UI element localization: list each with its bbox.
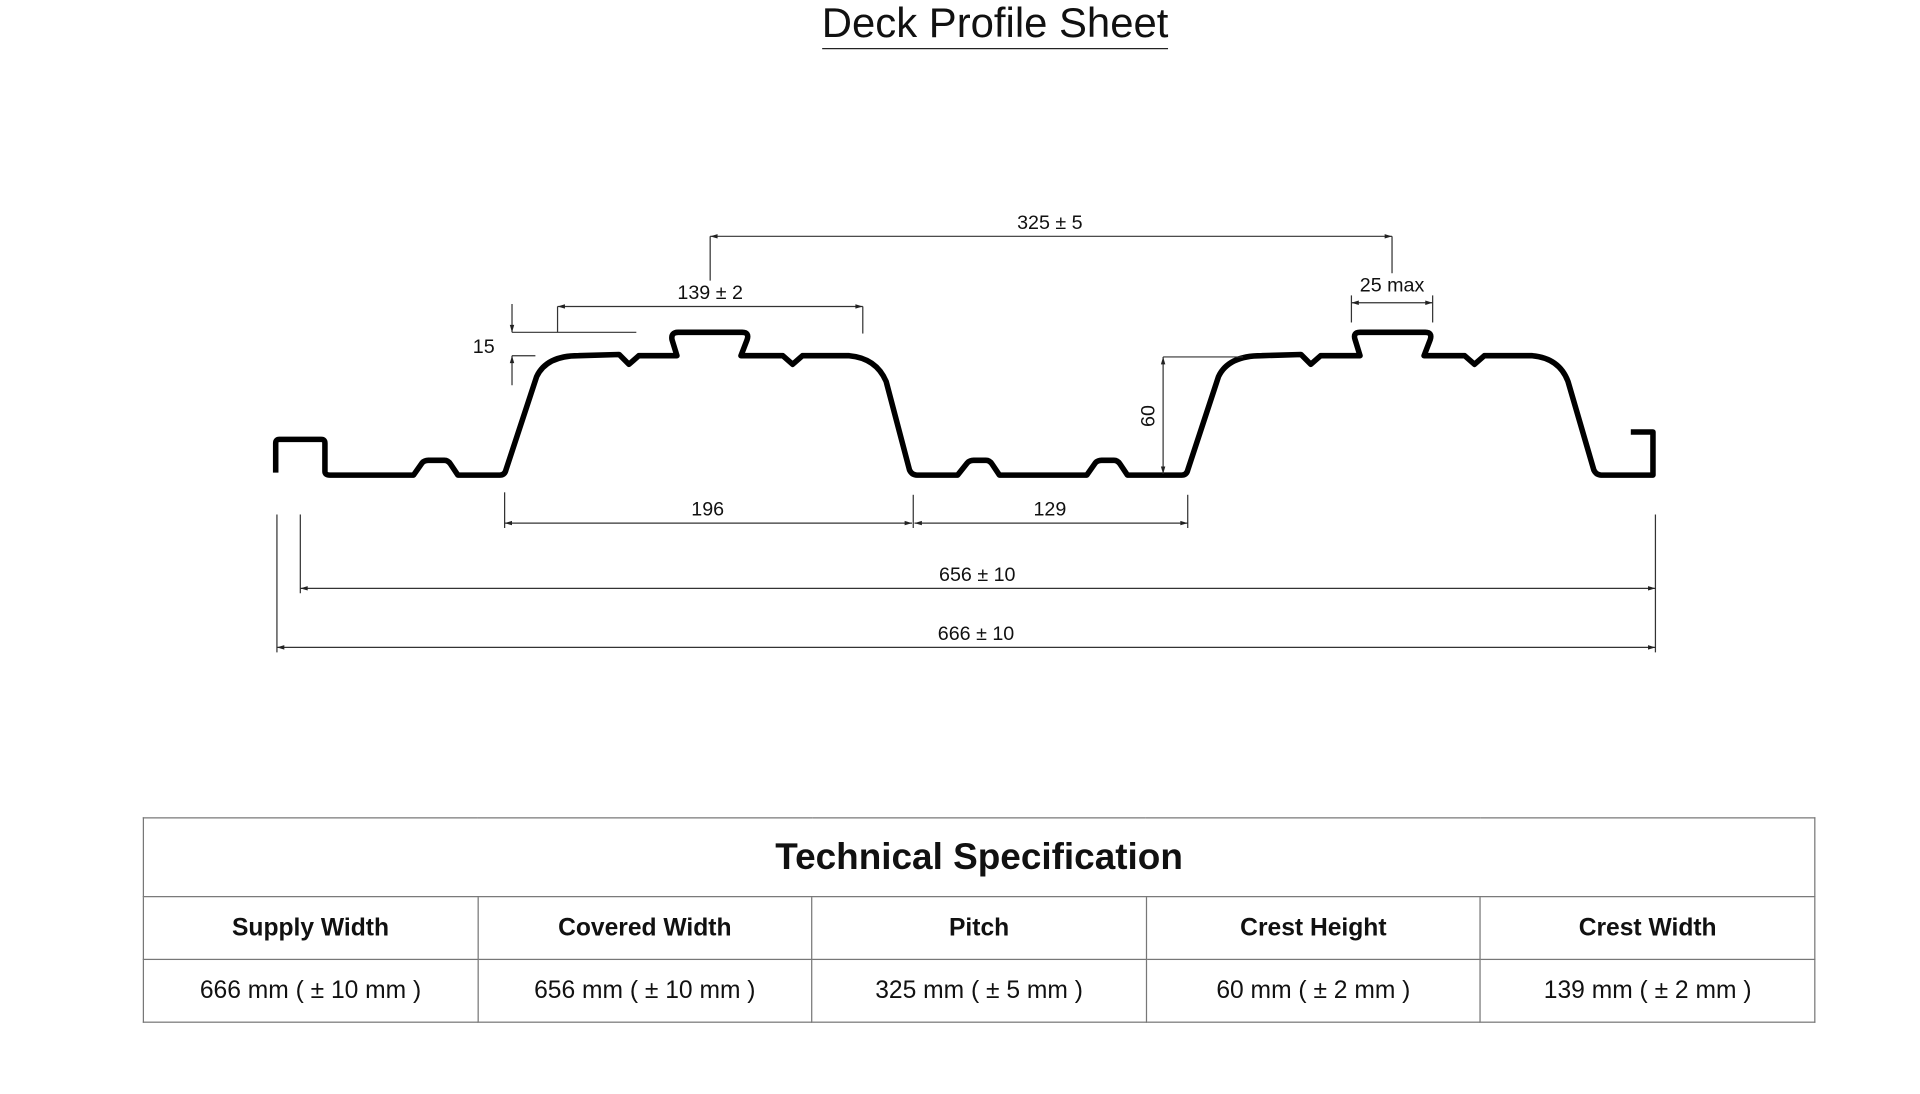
stiffener-width-label: 25 max xyxy=(1359,274,1425,297)
crest-height-label: 60 xyxy=(1137,405,1160,427)
table-row xyxy=(143,959,1814,1022)
dimension-overall-widths xyxy=(277,514,1655,652)
value-pitch: 325 mm ( ± 5 mm ) xyxy=(812,959,1146,1022)
value-covered-width: 656 mm ( ± 10 mm ) xyxy=(478,959,812,1022)
stiffener-height-label: 15 xyxy=(472,336,495,359)
header-crest-height: Crest Height xyxy=(1146,897,1480,960)
crest-width-label: 139 ± 2 xyxy=(677,282,743,305)
header-supply-width: Supply Width xyxy=(143,897,477,960)
value-crest-height: 60 mm ( ± 2 mm ) xyxy=(1146,959,1480,1022)
dimension-crest-width xyxy=(558,282,863,333)
pitch-label: 325 ± 5 xyxy=(1017,211,1083,234)
header-crest-width: Crest Width xyxy=(1480,897,1814,960)
trough-left-label: 196 xyxy=(691,498,725,521)
dimension-trough xyxy=(505,492,1188,528)
supply-width-label: 666 ± 10 xyxy=(937,623,1015,646)
table-title: Technical Specification xyxy=(143,818,1814,897)
technical-specification-table xyxy=(143,817,1816,1023)
trough-bottom-label: 129 xyxy=(1033,498,1067,521)
dimension-stiffener-height xyxy=(473,304,637,385)
value-crest-width: 139 mm ( ± 2 mm ) xyxy=(1480,959,1814,1022)
header-covered-width: Covered Width xyxy=(478,897,812,960)
dimension-stiffener-width xyxy=(1351,275,1432,323)
table-header-row xyxy=(143,897,1814,960)
covered-width-label: 656 ± 10 xyxy=(939,563,1016,586)
value-supply-width: 666 mm ( ± 10 mm ) xyxy=(143,959,477,1022)
dimension-pitch xyxy=(710,212,1392,281)
page-title-text: Deck Profile Sheet xyxy=(822,0,1169,49)
header-pitch: Pitch xyxy=(812,897,1146,960)
